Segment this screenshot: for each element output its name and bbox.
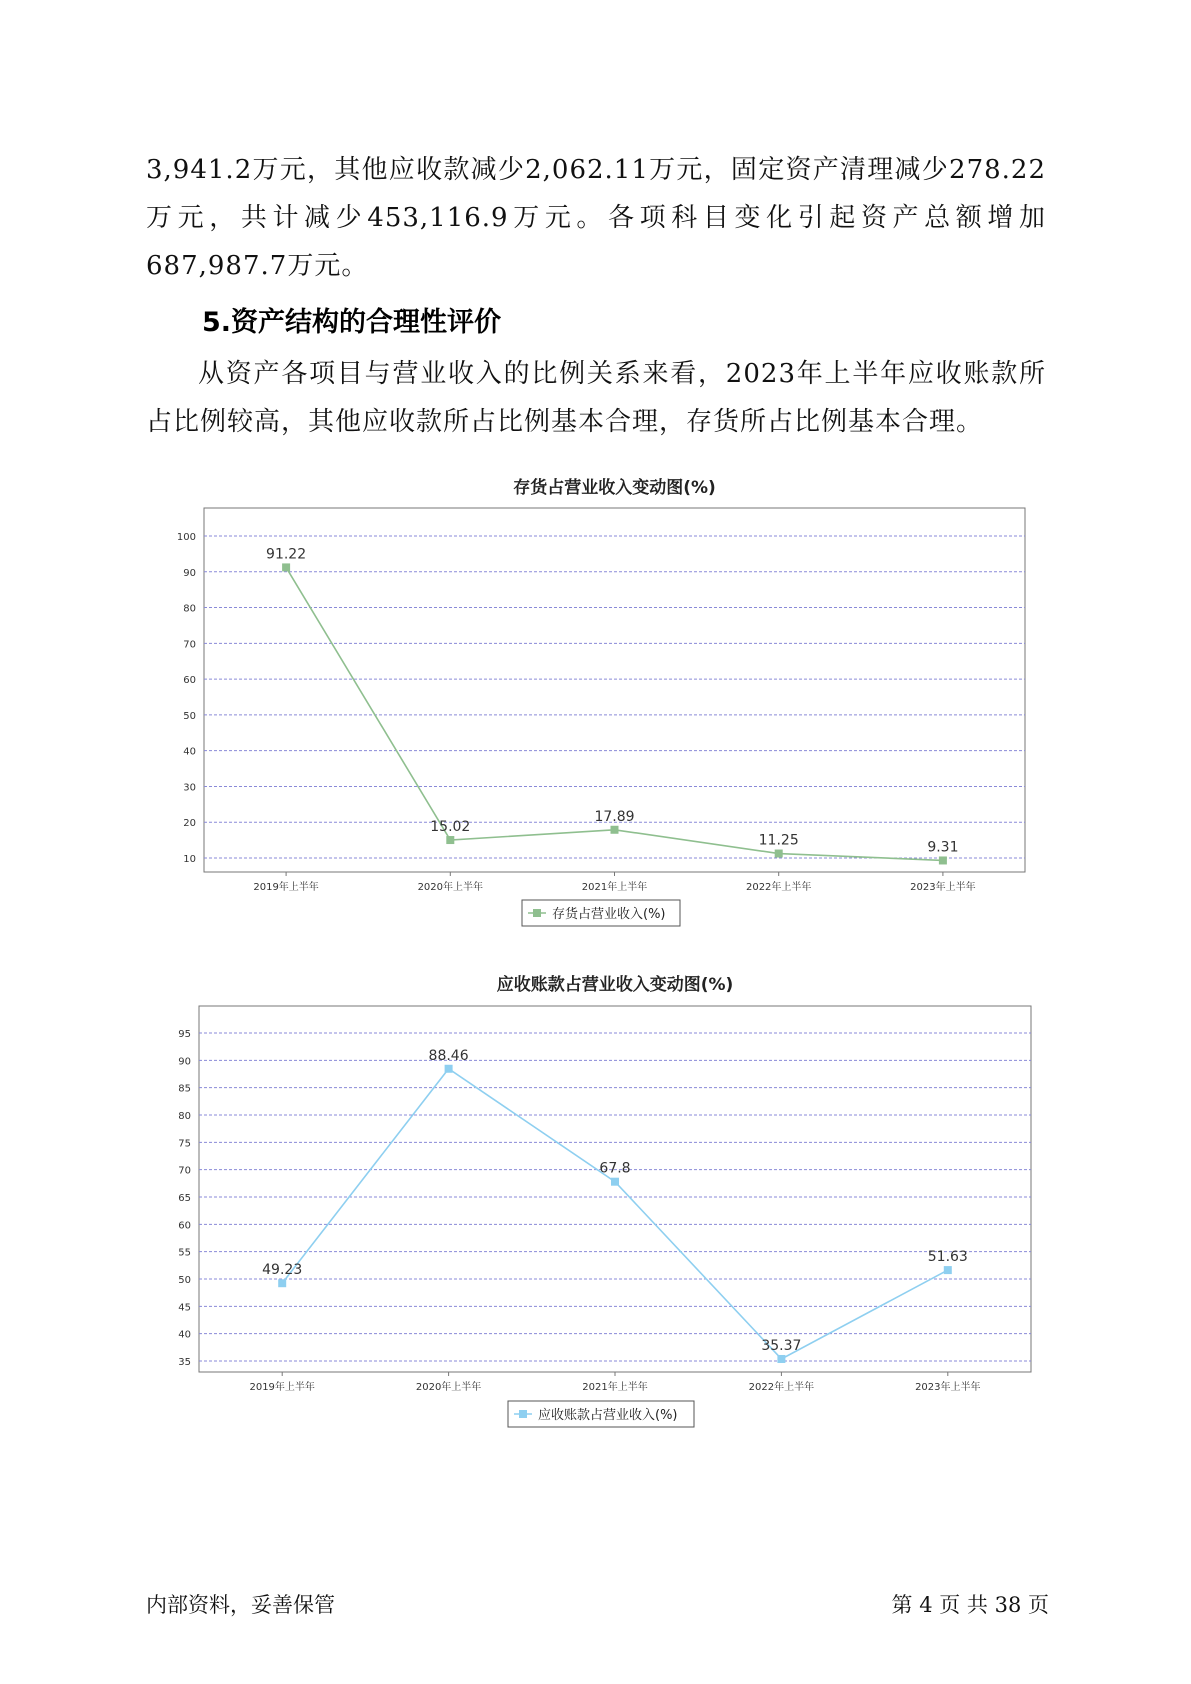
y-tick-label: 70	[178, 1165, 191, 1177]
data-point	[278, 1279, 286, 1287]
data-label: 67.8	[599, 1160, 631, 1177]
y-tick-label: 80	[178, 1111, 191, 1122]
y-tick-label: 85	[178, 1083, 191, 1095]
y-tick-label: 10	[183, 854, 196, 865]
data-label: 11.25	[758, 832, 799, 849]
data-label: 91.22	[266, 546, 307, 563]
x-tick-label: 2020年上半年	[415, 1382, 482, 1393]
y-tick-label: 55	[178, 1247, 191, 1259]
data-label: 51.63	[927, 1249, 968, 1266]
y-tick-label: 80	[183, 603, 196, 615]
data-label: 17.89	[594, 808, 635, 825]
chart-title: 存货占营业收入变动图(%)	[513, 478, 716, 498]
data-label: 88.46	[428, 1047, 469, 1064]
x-tick-label: 2019年上半年	[249, 1382, 315, 1393]
y-tick-label: 35	[178, 1357, 191, 1368]
y-tick-label: 90	[178, 1056, 191, 1068]
legend-label: 存货占营业收入(%)	[552, 907, 666, 922]
series-line	[282, 1069, 948, 1359]
y-tick-label: 40	[183, 746, 196, 758]
y-tick-label: 60	[178, 1220, 191, 1232]
x-tick-label: 2022年上半年	[748, 1382, 815, 1393]
y-tick-label: 40	[178, 1329, 191, 1341]
section-heading: 5.资产结构的合理性评价	[202, 307, 502, 338]
y-tick-label: 65	[178, 1193, 191, 1204]
data-point	[777, 1355, 785, 1363]
x-tick-label: 2019年上半年	[253, 882, 319, 893]
x-tick-label: 2022年上半年	[745, 882, 812, 893]
paragraph-asset-structure: 从资产各项目与营业收入的比例关系来看，2023年上半年应收账款所占比例较高，其他应收款所占比例基本合理，存货所占比例基本合理。	[146, 359, 1046, 437]
data-label: 35.37	[761, 1337, 802, 1354]
x-tick-label: 2021年上半年	[582, 1382, 648, 1393]
chart-frame	[199, 1006, 1031, 1372]
y-tick-label: 30	[183, 782, 196, 794]
legend-label: 应收账款占营业收入(%)	[538, 1408, 678, 1423]
footer-confidential-note: 内部资料，妥善保管	[146, 1593, 335, 1617]
y-tick-label: 50	[178, 1275, 191, 1286]
x-tick-label: 2020年上半年	[417, 882, 484, 893]
x-tick-label: 2021年上半年	[581, 882, 648, 893]
y-tick-label: 70	[183, 639, 196, 651]
y-tick-label: 90	[183, 567, 196, 579]
paragraph-continuation: 3,941.2万元，其他应收款减少2,062.11万元，固定资产清理减少278.22万元，共计减少453,116.9万元。各项科目变化引起资产总额增加687,987.7万元。	[146, 155, 1046, 281]
data-point	[611, 1178, 619, 1186]
data-point	[445, 1065, 453, 1073]
data-label: 9.31	[927, 839, 959, 856]
data-point	[944, 1266, 952, 1274]
y-tick-label: 50	[183, 710, 196, 722]
y-tick-label: 75	[178, 1138, 191, 1150]
x-tick-label: 2023年上半年	[915, 1382, 981, 1393]
legend-marker	[519, 1410, 527, 1418]
y-tick-label: 60	[183, 675, 196, 687]
data-label: 49.23	[262, 1262, 303, 1279]
footer-page-number: 第 4 页 共 38 页	[891, 1593, 1049, 1617]
x-tick-label: 2023年上半年	[910, 882, 976, 893]
y-tick-label: 20	[183, 818, 196, 830]
chart-title: 应收账款占营业收入变动图(%)	[496, 975, 734, 995]
y-tick-label: 95	[178, 1029, 191, 1040]
data-label: 15.02	[430, 819, 471, 836]
y-tick-label: 45	[178, 1302, 191, 1314]
y-tick-label: 100	[176, 532, 196, 543]
